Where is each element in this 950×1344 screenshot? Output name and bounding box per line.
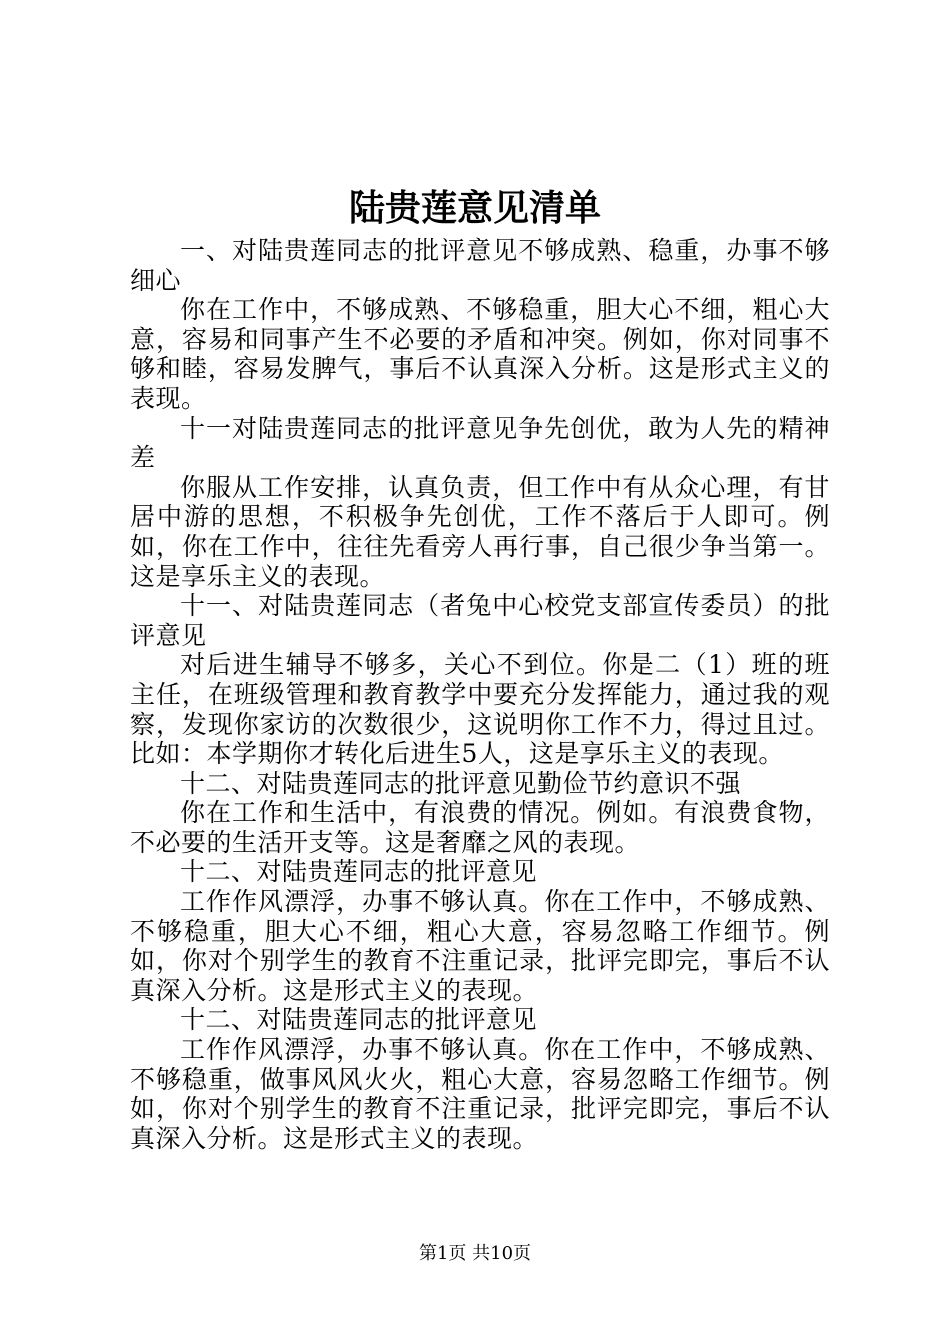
body-paragraph: 对后进生辅导不够多，关心不到位。你是二（1）班的班主任，在班级管理和教育教学中要充分发挥能力，通过我的观察，发现你家访的次数很少，这说明你工作不力，得过且过。比如：本学期你才转化后进生5人，这是享乐主义的表现。 (130, 650, 830, 769)
section-heading: 十二、对陆贵莲同志的批评意见勤俭节约意识不强 (180, 768, 742, 798)
section-heading: 一、对陆贵莲同志的批评意见不够成熟、稳重，办事不够细心 (130, 236, 830, 295)
body-paragraph: 工作作风漂浮，办事不够认真。你在工作中，不够成熟、不够稳重，做事风风火火，粗心大意，容易忽略工作细节。例如，你对个别学生的教育不注重记录，批评完即完，事后不认真深入分析。这是形式主义的表现。 (130, 1035, 830, 1153)
section-heading: 十一对陆贵莲同志的批评意见争先创优，敢为人先的精神差 (130, 413, 830, 473)
body-paragraph: 你在工作中，不够成熟、不够稳重，胆大心不细，粗心大意，容易和同事产生不必要的矛盾和冲突。例如，你对同事不够和睦，容易发脾气，事后不认真深入分析。这是形式主义的表现。 (130, 295, 830, 413)
section-heading: 十一、对陆贵莲同志（者兔中心校党支部宣传委员）的批评意见 (130, 591, 830, 650)
body-paragraph: 你服从工作安排，认真负责，但工作中有从众心理，有甘居中游的思想，不积极争先创优，工作不落后于人即可。例如，你在工作中，往往先看旁人再行事，自己很少争当第一。这是享乐主义的表现。 (130, 472, 830, 591)
document-body (130, 236, 830, 1153)
document-title: 陆贵莲意见清单 (348, 187, 601, 229)
body-paragraph: 工作作风漂浮，办事不够认真。你在工作中，不够成熟、不够稳重，胆大心不细，粗心大意，容易忽略工作细节。例如，你对个别学生的教育不注重记录，批评完即完，事后不认真深入分析。这是形式主义的表现。 (130, 887, 830, 1005)
body-paragraph: 你在工作和生活中，有浪费的情况。例如。有浪费食物，不必要的生活开支等。这是奢靡之风的表现。 (130, 798, 830, 857)
page-number-footer: 第1页 共10页 (418, 1243, 532, 1264)
section-heading: 十二、对陆贵莲同志的批评意见 (180, 857, 538, 887)
section-heading: 十二、对陆贵莲同志的批评意见 (180, 1005, 538, 1035)
